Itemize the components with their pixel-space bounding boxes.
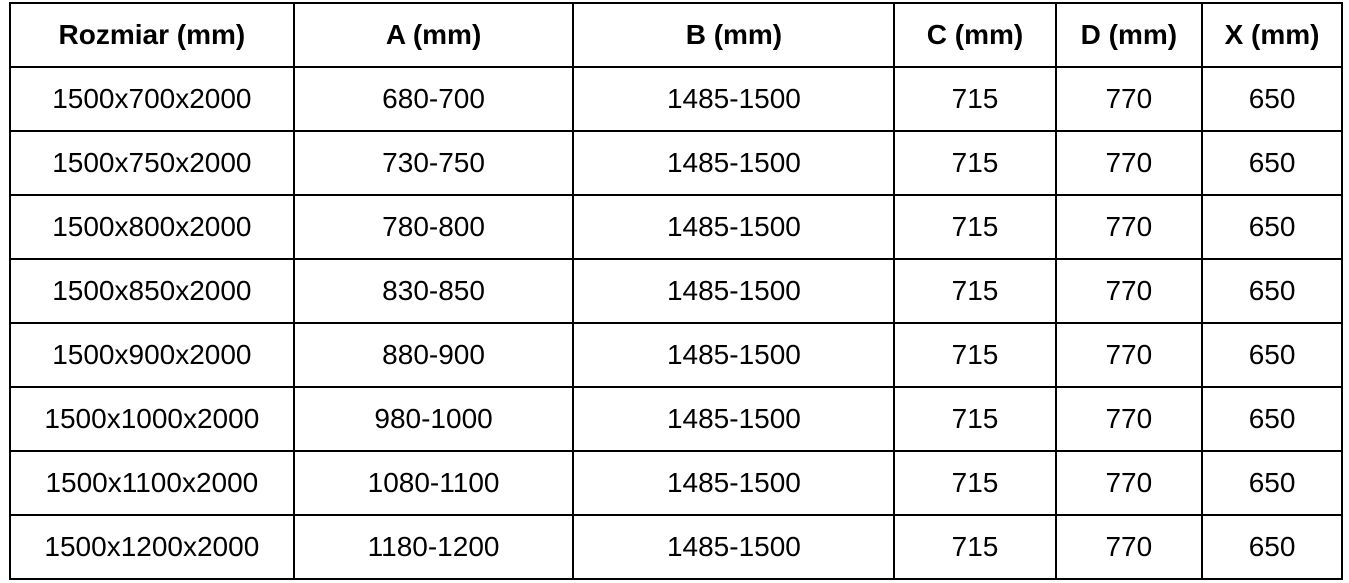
table-cell: 650 — [1202, 323, 1342, 387]
table-cell: 1485-1500 — [573, 195, 894, 259]
table-cell: 1485-1500 — [573, 323, 894, 387]
table-cell: 715 — [894, 387, 1055, 451]
column-header-x: X (mm) — [1202, 3, 1342, 67]
table-cell: 1500x1200x2000 — [10, 515, 294, 579]
table-cell: 650 — [1202, 515, 1342, 579]
table-cell: 715 — [894, 515, 1055, 579]
table-cell: 770 — [1056, 515, 1203, 579]
table-cell: 650 — [1202, 195, 1342, 259]
table-cell: 880-900 — [294, 323, 574, 387]
table-cell: 770 — [1056, 323, 1203, 387]
column-header-rozmiar: Rozmiar (mm) — [10, 3, 294, 67]
table-header — [10, 3, 1342, 67]
table-cell: 770 — [1056, 131, 1203, 195]
table-header-row — [10, 3, 1342, 67]
table-cell: 730-750 — [294, 131, 574, 195]
table-row — [10, 387, 1342, 451]
table-cell: 1500x1000x2000 — [10, 387, 294, 451]
table-cell: 1500x800x2000 — [10, 195, 294, 259]
table-cell: 650 — [1202, 259, 1342, 323]
table-cell: 1485-1500 — [573, 131, 894, 195]
table-cell: 770 — [1056, 259, 1203, 323]
table-cell: 1485-1500 — [573, 67, 894, 131]
table-cell: 715 — [894, 323, 1055, 387]
table-cell: 715 — [894, 451, 1055, 515]
table-cell: 680-700 — [294, 67, 574, 131]
table-cell: 830-850 — [294, 259, 574, 323]
table-row — [10, 67, 1342, 131]
table-row — [10, 259, 1342, 323]
table-cell: 650 — [1202, 131, 1342, 195]
table-cell: 1500x900x2000 — [10, 323, 294, 387]
table-cell: 1485-1500 — [573, 451, 894, 515]
table-cell: 1080-1100 — [294, 451, 574, 515]
table-row — [10, 323, 1342, 387]
table-cell: 1500x750x2000 — [10, 131, 294, 195]
table-cell: 770 — [1056, 451, 1203, 515]
table-cell: 1485-1500 — [573, 515, 894, 579]
size-spec-table — [9, 2, 1343, 580]
column-header-a: A (mm) — [294, 3, 574, 67]
table-cell: 780-800 — [294, 195, 574, 259]
table-row — [10, 195, 1342, 259]
table-cell: 980-1000 — [294, 387, 574, 451]
table-cell: 1485-1500 — [573, 387, 894, 451]
table-row — [10, 131, 1342, 195]
table-cell: 1500x1100x2000 — [10, 451, 294, 515]
table-cell: 1500x700x2000 — [10, 67, 294, 131]
table-cell: 770 — [1056, 67, 1203, 131]
table-cell: 715 — [894, 259, 1055, 323]
table-body — [10, 67, 1342, 579]
table-row — [10, 451, 1342, 515]
table-row — [10, 515, 1342, 579]
table-cell: 770 — [1056, 387, 1203, 451]
table-cell: 770 — [1056, 195, 1203, 259]
column-header-c: C (mm) — [894, 3, 1055, 67]
table-cell: 1485-1500 — [573, 259, 894, 323]
table-cell: 650 — [1202, 67, 1342, 131]
table-cell: 1180-1200 — [294, 515, 574, 579]
table-cell: 650 — [1202, 451, 1342, 515]
table-cell: 715 — [894, 131, 1055, 195]
table-cell: 715 — [894, 195, 1055, 259]
table-cell: 1500x850x2000 — [10, 259, 294, 323]
column-header-d: D (mm) — [1056, 3, 1203, 67]
table-cell: 650 — [1202, 387, 1342, 451]
table-cell: 715 — [894, 67, 1055, 131]
column-header-b: B (mm) — [573, 3, 894, 67]
